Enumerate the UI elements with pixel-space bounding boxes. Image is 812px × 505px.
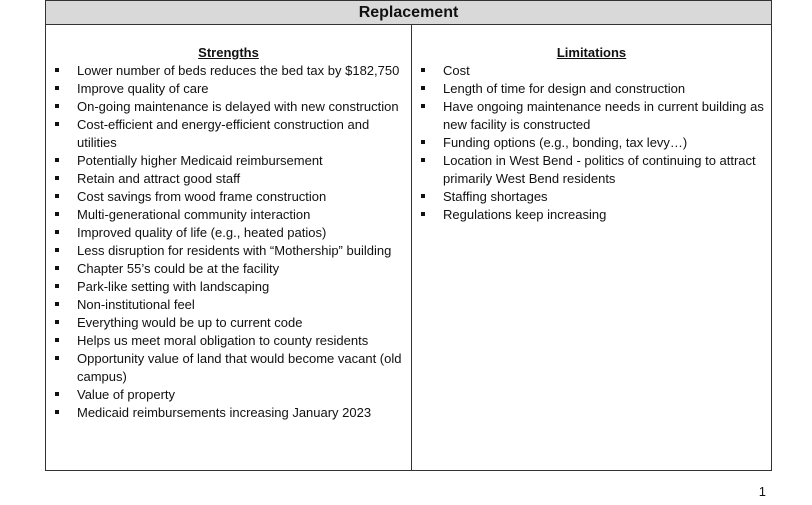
list-item: Cost savings from wood frame construction	[46, 188, 411, 206]
list-item: Retain and attract good staff	[46, 170, 411, 188]
limitations-heading: Limitations	[556, 45, 627, 60]
list-item: Staffing shortages	[412, 188, 771, 206]
list-item: Everything would be up to current code	[46, 314, 411, 332]
strengths-column	[46, 25, 412, 470]
table-columns	[46, 25, 771, 470]
list-item: Lower number of beds reduces the bed tax by $182,750	[46, 62, 411, 80]
list-item: Location in West Bend - politics of continuing to attract primarily West Bend residents	[412, 152, 771, 188]
list-item: Helps us meet moral obligation to county residents	[46, 332, 411, 350]
list-item: Potentially higher Medicaid reimbursement	[46, 152, 411, 170]
list-item: Length of time for design and construction	[412, 80, 771, 98]
list-item: Value of property	[46, 386, 411, 404]
list-item: Improve quality of care	[46, 80, 411, 98]
list-item: Multi-generational community interaction	[46, 206, 411, 224]
list-item: Medicaid reimbursements increasing January 2023	[46, 404, 411, 422]
strengths-heading: Strengths	[198, 45, 259, 60]
list-item: Cost-efficient and energy-efficient construction and utilities	[46, 116, 411, 152]
table-title: Replacement	[46, 1, 771, 25]
list-item: Opportunity value of land that would become vacant (old campus)	[46, 350, 411, 386]
list-item: On-going maintenance is delayed with new construction	[46, 98, 411, 116]
list-item: Funding options (e.g., bonding, tax levy…)	[412, 134, 771, 152]
list-item: Cost	[412, 62, 771, 80]
list-item: Improved quality of life (e.g., heated patios)	[46, 224, 411, 242]
replacement-table	[45, 0, 772, 471]
list-item: Have ongoing maintenance needs in current building as new facility is constructed	[412, 98, 771, 134]
list-item: Regulations keep increasing	[412, 206, 771, 224]
list-item: Park-like setting with landscaping	[46, 278, 411, 296]
limitations-column	[412, 25, 771, 470]
strengths-list	[46, 62, 411, 422]
limitations-list	[412, 62, 771, 224]
list-item: Less disruption for residents with “Mothership” building	[46, 242, 411, 260]
list-item: Non-institutional feel	[46, 296, 411, 314]
page-number: 1	[758, 484, 766, 499]
list-item: Chapter 55’s could be at the facility	[46, 260, 411, 278]
